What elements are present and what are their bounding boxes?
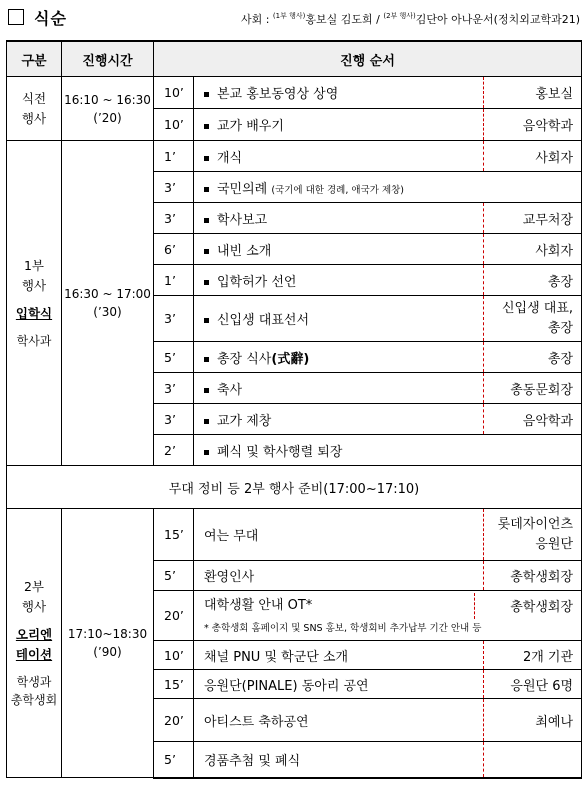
part2-time xyxy=(62,509,154,778)
pre-event-time xyxy=(62,77,154,141)
part1-label xyxy=(7,141,62,466)
program-text: 교가 배우기 xyxy=(217,119,284,134)
part1-host: 홍보실 김도희 xyxy=(305,13,373,26)
part1-sup: (1부 행사) xyxy=(272,12,306,20)
row-program xyxy=(194,435,582,466)
program-text: 대학생활 안내 OT* xyxy=(194,593,475,619)
row-minutes: 3’ xyxy=(154,296,194,342)
row-responsible: 최예나 xyxy=(484,699,582,742)
row-program xyxy=(194,234,484,265)
row-responsible: 총학생회장 xyxy=(484,561,582,591)
table-row xyxy=(7,509,582,561)
break-row xyxy=(7,466,582,509)
bullet-icon xyxy=(204,357,209,362)
row-program xyxy=(194,296,484,342)
row-minutes: 15’ xyxy=(154,509,194,561)
part2-line1: 2부 xyxy=(23,579,45,594)
row-program xyxy=(194,141,484,172)
row-program xyxy=(194,265,484,296)
row-responsible xyxy=(484,296,582,342)
schedule-table xyxy=(6,40,582,779)
program-text: 신입생 대표선서 xyxy=(217,313,310,328)
row-program xyxy=(194,342,484,373)
bullet-icon xyxy=(204,124,209,129)
part2-host: 김단아 아나운서(정치외교학과21) xyxy=(415,13,580,26)
row-program xyxy=(194,373,484,404)
row-minutes: 10’ xyxy=(154,109,194,141)
row-responsible: 총장 xyxy=(484,342,582,373)
row-minutes: 20’ xyxy=(154,699,194,742)
bullet-icon xyxy=(204,318,209,323)
row-minutes: 3’ xyxy=(154,203,194,234)
responsible-line2: 응원단 xyxy=(535,536,574,552)
program-text: 교가 제창 xyxy=(217,413,272,429)
bullet-icon xyxy=(204,249,209,254)
pre-event-line2: 행사 xyxy=(21,110,47,126)
row-program xyxy=(194,77,484,109)
row-program xyxy=(194,172,582,203)
row-minutes: 1’ xyxy=(154,141,194,172)
bullet-icon xyxy=(204,280,209,285)
part2-dept-line2: 총학생회 xyxy=(10,693,58,707)
row-program xyxy=(194,203,484,234)
pre-event-line1: 식전 xyxy=(21,90,47,106)
program-text: 본교 홍보동영상 상영 xyxy=(217,87,339,102)
bullet-icon xyxy=(204,156,209,161)
table-row xyxy=(7,141,582,172)
row-program: 아티스트 축하공연 xyxy=(194,699,484,742)
part1-line1: 1부 xyxy=(23,258,45,273)
program-line xyxy=(194,593,581,619)
responsible-line1: 롯데자이언츠 xyxy=(497,516,574,532)
program-text: 내빈 소개 xyxy=(217,243,272,259)
row-minutes: 1’ xyxy=(154,265,194,296)
part1-title: 입학식 xyxy=(15,306,53,321)
program-text: 개식 xyxy=(217,150,243,166)
header-gubun: 구분 xyxy=(7,41,62,77)
program-text: 학사보고 xyxy=(217,212,268,228)
bullet-icon xyxy=(204,187,209,192)
part2-title-line2: 테이션 xyxy=(15,647,53,662)
section-title: 식순 xyxy=(34,9,67,28)
row-minutes: 10’ xyxy=(154,641,194,670)
part2-sup: (2부 행사) xyxy=(383,12,416,20)
responsible-text: 총학생회장 xyxy=(510,600,574,615)
bullet-icon xyxy=(204,419,209,424)
row-responsible xyxy=(484,742,582,778)
row-responsible: 사회자 xyxy=(484,234,582,265)
row-program: 여는 무대 xyxy=(194,509,484,561)
table-header-row xyxy=(7,41,582,77)
row-responsible: 홍보실 xyxy=(484,77,582,109)
responsible-line1: 신입생 대표, xyxy=(501,300,574,316)
part1-time xyxy=(62,141,154,466)
row-program: 경품추첨 및 폐식 xyxy=(194,742,484,778)
part2-title-line1: 오리엔 xyxy=(15,627,53,642)
part2-dept-line1: 학생과 xyxy=(16,675,52,689)
program-note: (국기에 대한 경례, 애국가 제창) xyxy=(271,184,405,196)
bullet-icon xyxy=(204,388,209,393)
row-minutes: 5’ xyxy=(154,561,194,591)
row-minutes: 10’ xyxy=(154,77,194,109)
program-text: 축사 xyxy=(217,382,243,398)
row-minutes: 2’ xyxy=(154,435,194,466)
part2-time-duration: (’90) xyxy=(93,645,122,659)
row-responsible: 사회자 xyxy=(484,141,582,172)
row-responsible: 음악학과 xyxy=(484,404,582,435)
program-text: 폐식 및 학사행렬 퇴장 xyxy=(217,444,343,460)
part1-line2: 행사 xyxy=(21,278,47,293)
bullet-icon xyxy=(204,450,209,455)
bullet-icon xyxy=(204,218,209,223)
row-program: 응원단(PINALE) 동아리 공연 xyxy=(194,670,484,699)
part1-time-range: 16:30 ~ 17:00 xyxy=(64,287,151,301)
row-minutes: 3’ xyxy=(154,172,194,203)
row-minutes: 15’ xyxy=(154,670,194,699)
row-responsible: 교무처장 xyxy=(484,203,582,234)
program-text: 국민의례 xyxy=(217,181,268,197)
row-minutes: 5’ xyxy=(154,742,194,778)
header-time: 진행시간 xyxy=(62,41,154,77)
program-text: 입학허가 선언 xyxy=(217,274,297,290)
table-row xyxy=(7,77,582,109)
break-text: 무대 정비 등 2부 행사 준비(17:00~17:10) xyxy=(7,466,582,509)
program-bold: (式辭) xyxy=(271,351,310,367)
row-responsible: 총동문회장 xyxy=(484,373,582,404)
pre-time-range: 16:10 ~ 16:30 xyxy=(64,92,151,107)
row-responsible: 2개 기관 xyxy=(484,641,582,670)
row-minutes: 3’ xyxy=(154,404,194,435)
part2-line2: 행사 xyxy=(21,599,47,614)
bullet-icon xyxy=(204,92,209,97)
program-text: 총장 식사 xyxy=(217,351,272,367)
row-responsible: 총장 xyxy=(484,265,582,296)
row-responsible xyxy=(484,509,582,561)
part1-dept: 학사과 xyxy=(16,334,52,348)
pre-time-duration: (’20) xyxy=(93,110,122,125)
row-program xyxy=(194,404,484,435)
part2-time-range: 17:10~18:30 xyxy=(67,627,148,641)
row-responsible: 응원단 6명 xyxy=(484,670,582,699)
checkbox-icon xyxy=(8,9,24,25)
row-responsible: 음악학과 xyxy=(484,109,582,141)
section-header xyxy=(0,0,586,38)
row-program: 채널 PNU 및 학군단 소개 xyxy=(194,641,484,670)
row-minutes: 3’ xyxy=(154,373,194,404)
row-program-with-note xyxy=(194,591,582,641)
host-separator: / xyxy=(376,13,380,26)
row-minutes: 20’ xyxy=(154,591,194,641)
host-info xyxy=(241,11,580,27)
part1-time-duration: (’30) xyxy=(93,305,122,319)
part2-label xyxy=(7,509,62,778)
row-minutes: 5’ xyxy=(154,342,194,373)
mc-label: 사회 : xyxy=(240,13,273,26)
program-note: * 총학생회 홈페이지 및 SNS 홍보, 학생회비 추가납부 기간 안내 등 xyxy=(204,622,482,634)
row-minutes: 6’ xyxy=(154,234,194,265)
header-order: 진행 순서 xyxy=(154,41,582,77)
pre-event-label xyxy=(7,77,62,141)
row-program xyxy=(194,109,484,141)
responsible-line2: 총장 xyxy=(547,320,574,336)
row-program: 환영인사 xyxy=(194,561,484,591)
